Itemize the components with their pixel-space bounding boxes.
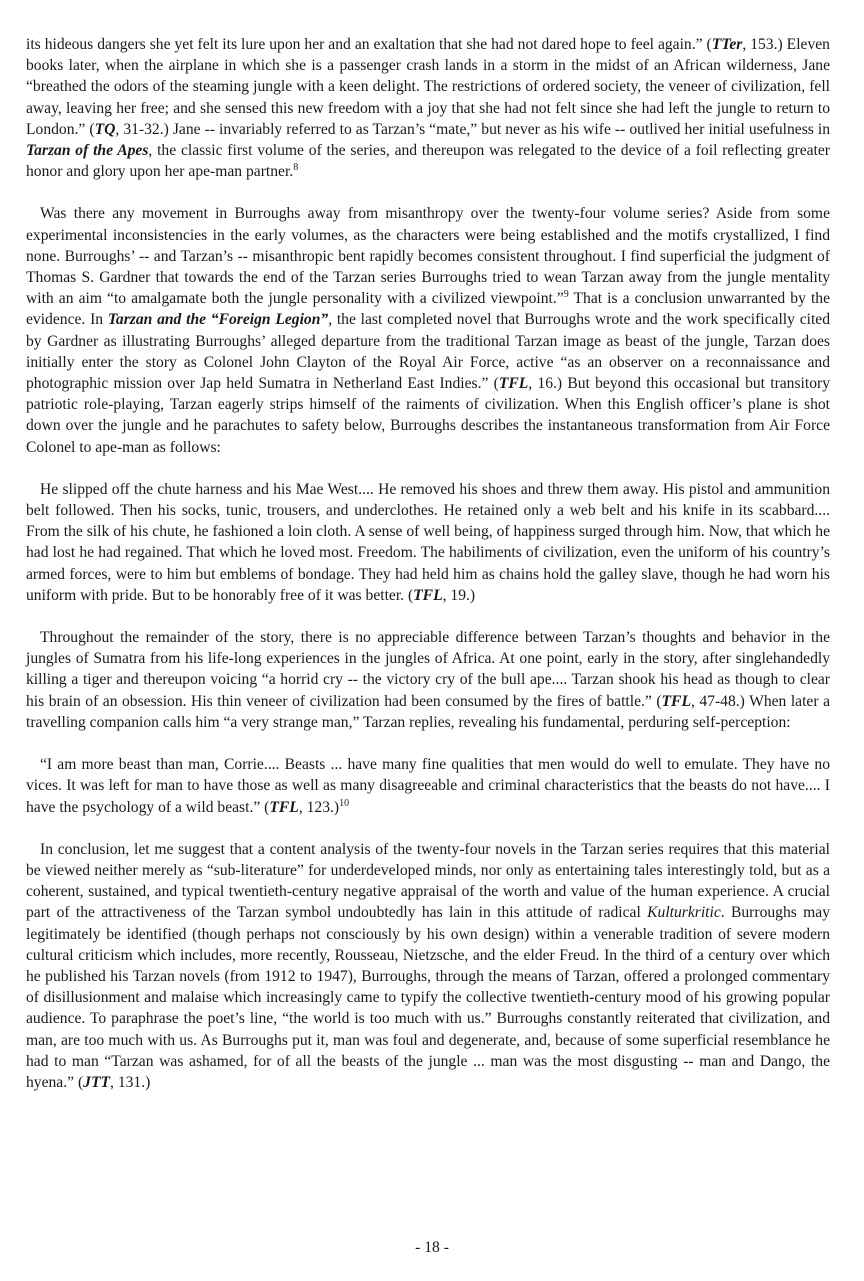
work-title-abbrev: TFL xyxy=(498,375,529,393)
document-page xyxy=(26,34,830,1114)
text-run: In conclusion, let me suggest that a content analysis of the twenty-four novels in the Tarzan series requires that this material be viewed neither merely as “sub-literature” for underdeveloped minds, nor only as entertaining tales interestingly told, but as a coherent, sustained, and typical twentieth-century negative appraisal of the worth and value of the human experience. A crucial part of the attractiveness of the Tarzan symbol undoubtedly has lain in this attitude of radical xyxy=(26,840,830,922)
footnote-marker: 10 xyxy=(339,797,350,809)
paragraph-jane-restrictions xyxy=(26,34,830,182)
text-run: , 19.) xyxy=(442,586,476,604)
work-title-abbrev: JTT xyxy=(83,1073,111,1091)
block-quote-more-beast-than-man xyxy=(26,754,830,818)
text-run: Throughout the remainder of the story, there is no appreciable difference between Tarzan’s thoughts and behavior in the jungles of Sumatra from his life-long experiences in the jungles of Africa. At one point, early in the story, after singlehandedly killing a tiger and thereupon voicing “a horrid cry -- the victory cry of the bull ape.... Tarzan shook his head as though to clear his brain of an obsession. His thin veneer of civilization had been consumed by the fires of battle.” ( xyxy=(26,629,830,710)
work-title-abbrev: TQ xyxy=(94,120,116,138)
page-number: - 18 - xyxy=(415,1239,449,1256)
text-run: , the last completed novel that Burroughs wrote and the work specifically cited by Gardner as illustrating Burroughs’ alleged departure from the traditional Tarzan image as beast of the jungle, Tarzan does initially enter the story as Colonel John Clayton of the Royal Air Force, active “as an observer on a reconnaissance and photographic mission over Jap held Sumatra in Netherland East Indies.” ( xyxy=(26,311,831,393)
text-run: , 123.) xyxy=(298,798,340,816)
work-title-abbrev: TFL xyxy=(661,692,691,710)
text-run: , 47-48.) When later a travelling companion calls him “a very strange man,” Tarzan replies, revealing his fundamental, perduring self-perception: xyxy=(26,692,830,731)
work-title-abbrev: Tarzan and the “Foreign Legion” xyxy=(107,311,329,329)
work-title-abbrev: TTer xyxy=(711,36,743,53)
italic-term: Kulturkritic xyxy=(647,904,721,922)
text-run: That is a conclusion unwarranted by the evidence. In xyxy=(26,290,830,329)
text-run: its hideous dangers she yet felt its lure upon her and an exaltation that she had not dared hope to feel again.” ( xyxy=(26,36,712,53)
text-run: , 31-32.) Jane -- invariably referred to as Tarzan’s “mate,” but never as his wife -- outlived her initial usefulness in xyxy=(115,120,831,138)
text-run: , 153.) Eleven books later, when the airplane in which she is a passenger crash lands in a storm in the midst of an African wilderness, Jane “breathed the odors of the steaming jungle with a keen delight. The restrictions of ordered society, the veneer of civilization, fell away, leaving her free; and she sensed this new freedom with a joy that she had not felt since she had left the jungle to return to London.” ( xyxy=(26,36,830,138)
text-run: “I am more beast than man, Corrie.... Beasts ... have many fine qualities that men would do well to emulate. They have no vices. It was left for man to have those as well as many disagreeable and criminal characteristics that the beasts do not have.... I have the psychology of a wild beast.” ( xyxy=(26,756,830,816)
footnote-marker: 8 xyxy=(293,162,299,174)
paragraph-sumatra-jungles xyxy=(26,627,830,733)
work-title-abbrev: TFL xyxy=(269,798,299,816)
paragraph-conclusion xyxy=(26,839,830,1093)
text-run: , the classic first volume of the series, and thereupon was relegated to the device of a foil reflecting greater honor and glory upon her ape-man partner. xyxy=(26,142,830,181)
block-quote-chute-harness xyxy=(26,479,830,606)
text-run: Was there any movement in Burroughs away from misanthropy over the twenty-four volume series? Aside from some experimental inconsistencies in the early volumes, as the characters were being established and the motifs crystallized, I find none. Burroughs’ -- and Tarzan’s -- misanthropic bent rapidly becomes consistent throughout. I find superficial the judgment of Thomas S. Gardner that towards the end of the Tarzan series Burroughs tried to wean Tarzan away from the jungle mentality with an aim “to amalgamate both the jungle personality with a civilized viewpoint.” xyxy=(26,205,830,308)
text-run: , 16.) But beyond this occasional but transitory patriotic role-playing, Tarzan eagerly strips himself of the raiments of civilization. When this English officer’s plane is shot down over the jungle and he parachutes to safety below, Burroughs describes the instantaneous transformation from Air Force Colonel to ape-man as follows: xyxy=(26,375,830,456)
text-run: He slipped off the chute harness and his Mae West.... He removed his shoes and threw them away. His pistol and ammunition belt followed. Then his socks, tunic, trousers, and underclothes. He retained only a web belt and his knife in its scabbard.... From the silk of his chute, he fashioned a loin cloth. A sense of well being, of happiness surged through him. Now, that which he had lost he had regained. That which he loved most. Freedom. The habiliments of civilization, even the uniform of his country’s armed forces, were to him but emblems of bondage. They had held him as chains hold the galley slave, though he had worn his uniform with pride. But to be honorably free of it was better. ( xyxy=(26,480,830,604)
footnote-marker: 9 xyxy=(563,289,569,301)
work-title-abbrev: TFL xyxy=(413,586,443,604)
text-run: . Burroughs may legitimately be identified (though perhaps not consciously by his own design) within a venerable tradition of severe modern cultural criticism which includes, more recently, Rousseau, Nietzsche, and the elder Freud. In the third of a century over which he published his Tarzan novels (from 1912 to 1947), Burroughs, through the means of Tarzan, offered a prolonged commentary of disillusionment and malaise which increasingly came to typify the collective twentieth-century mood of his growing popular audience. To paraphrase the poet’s line, “the world is too much with us.” Burroughs constantly reiterated that civilization, and man, are too much with us. As Burroughs put it, man was foul and degenerate, and, because of some superficial resemblance he had to man “Tarzan was ashamed, for of all the beasts of the jungle ... man was the most disgusting -- man and Dango, the hyena.” ( xyxy=(26,904,830,1091)
paragraph-misanthropy-movement xyxy=(26,203,830,457)
work-title-abbrev: Tarzan of the Apes xyxy=(26,142,149,160)
text-run: , 131.) xyxy=(110,1073,151,1091)
